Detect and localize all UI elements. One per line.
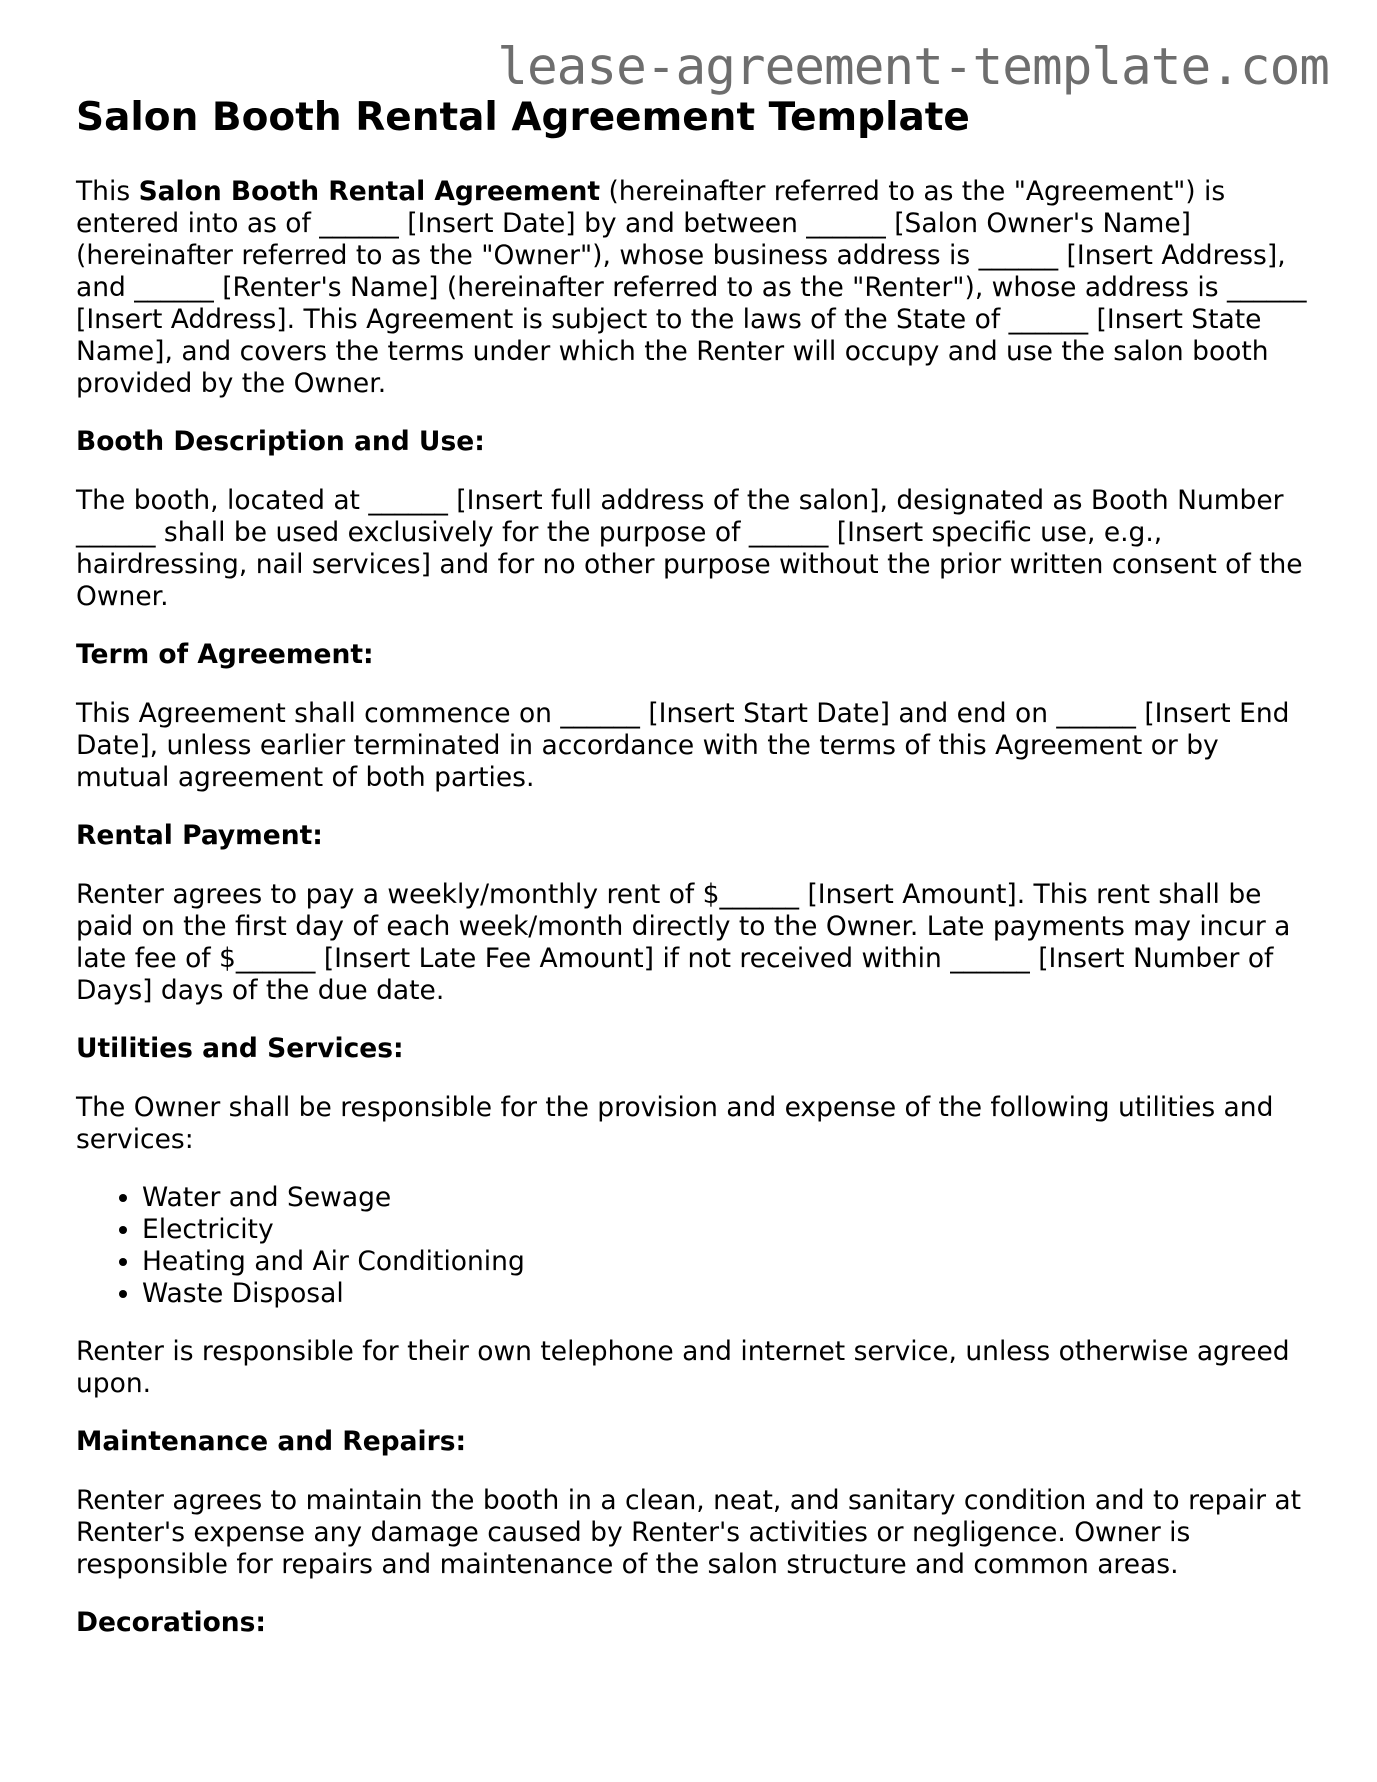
intro-paragraph (76, 176, 1316, 400)
list-item: • Water and Sewage (142, 1182, 1316, 1214)
term-paragraph: This Agreement shall commence on ______ [Insert Start Date] and end on ______ [Insert End Date], unless earlier terminated in accordance with the terms of this Agreement or by mutual agreement of both parties. (76, 698, 1290, 793)
maintenance-heading: Maintenance and Repairs: (76, 1426, 467, 1457)
decorations-heading: Decorations: (76, 1607, 267, 1638)
watermark-site-name: lease-agreement-template.com (497, 38, 1329, 97)
utilities-list (76, 1182, 1316, 1310)
list-item: • Waste Disposal (142, 1278, 1316, 1310)
rental-paragraph: Renter agrees to pay a weekly/monthly rent of $______ [Insert Amount]. This rent shall be paid on the first day of each week/month directly to the Owner. Late payments may incur a late fee of $______ [Insert Late Fee Amount] if not received within ______ [Insert Number of Days] days of the due date. (76, 879, 1291, 1006)
list-item: • Heating and Air Conditioning (142, 1246, 1316, 1278)
rental-heading: Rental Payment: (76, 820, 323, 851)
document-title: Salon Booth Rental Agreement Template (76, 95, 970, 140)
utilities-paragraph: The Owner shall be responsible for the provision and expense of the following utilities and services: (76, 1092, 1274, 1155)
utilities-heading: Utilities and Services: (76, 1033, 404, 1064)
booth-heading: Booth Description and Use: (76, 426, 485, 457)
intro-rest: (hereinafter referred to as the "Agreement") is entered into as of ______ [Insert Date] by and between ______ [Salon Owner's Name] (hereinafter referred to as the "Owner"), whose business address is ______ [Insert Address], and ______ [Renter's Name] (hereinafter referred to as the "Renter"), whose address is ______ [Insert Address]. This Agreement is subject to the laws of the State of ______ [Insert State Name], and covers the terms under which the Renter will occupy and use the salon booth provided by the Owner. (76, 176, 1307, 399)
document-body (76, 94, 1316, 1666)
list-item: • Electricity (142, 1214, 1316, 1246)
utilities-renter-paragraph: Renter is responsible for their own telephone and internet service, unless otherwise agreed upon. (76, 1336, 1290, 1399)
intro-lead: This (76, 176, 139, 207)
booth-paragraph: The booth, located at ______ [Insert full address of the salon], designated as Booth Number ______ shall be used exclusively for the purpose of ______ [Insert specific use, e.g., hairdressing, nail services] and for no other purpose without the prior written consent of the Owner. (76, 485, 1303, 612)
maintenance-paragraph: Renter agrees to maintain the booth in a clean, neat, and sanitary condition and to repair at Renter's expense any damage caused by Renter's activities or negligence. Owner is responsible for repairs and maintenance of the salon structure and common areas. (76, 1485, 1302, 1580)
term-heading: Term of Agreement: (76, 639, 374, 670)
intro-agreement-name: Salon Booth Rental Agreement (138, 176, 601, 207)
